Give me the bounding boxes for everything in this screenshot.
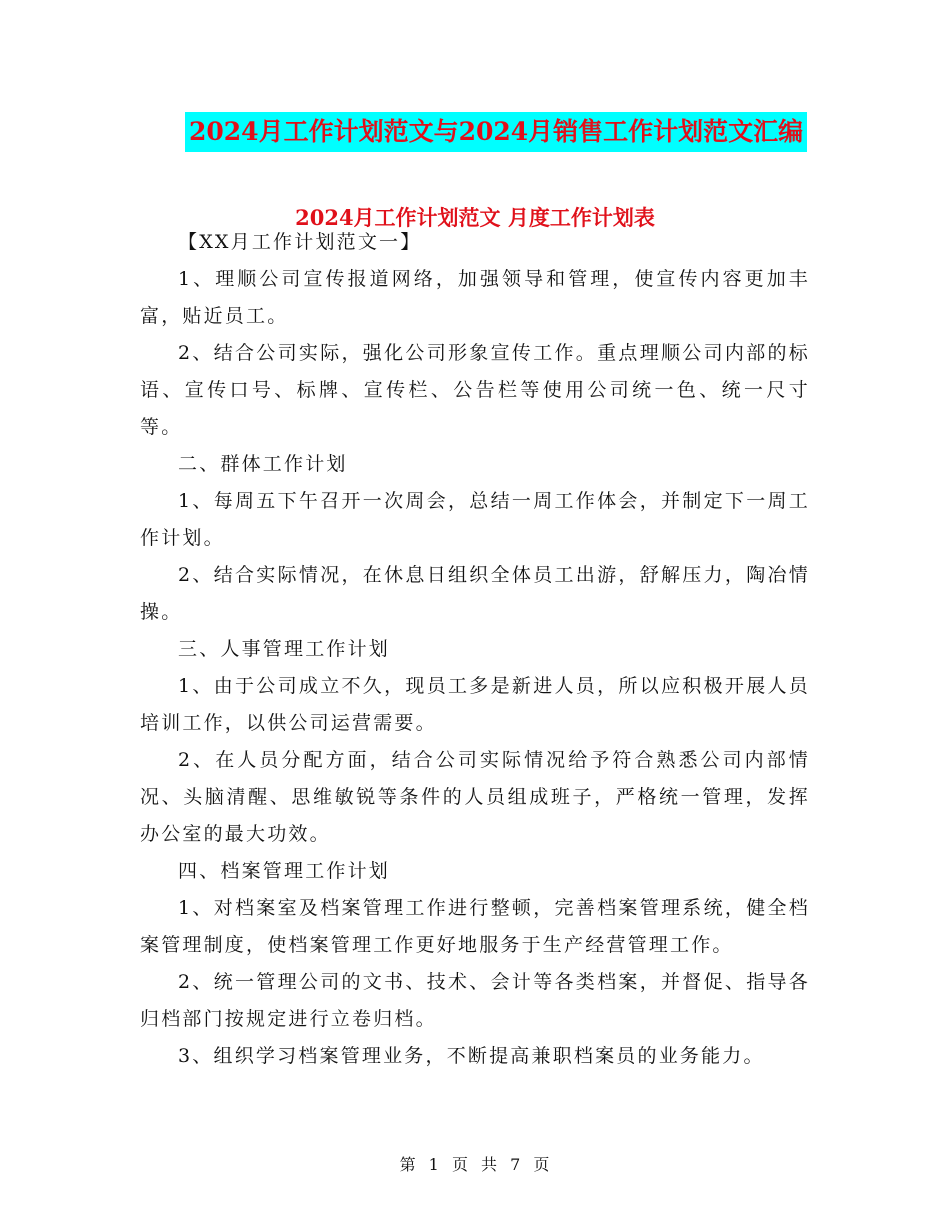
- main-title: 2024月工作计划范文与2024月销售工作计划范文汇编: [185, 112, 807, 152]
- paragraph: 2、结合公司实际，强化公司形象宣传工作。重点理顺公司内部的标语、宣传口号、标牌、宣传栏、公告栏等使用公司统一色、统一尺寸等。: [140, 342, 810, 438]
- paragraph: 2、结合实际情况，在休息日组织全体员工出游，舒解压力，陶冶情操。: [140, 564, 810, 623]
- paragraph-section-heading: 三、人事管理工作计划: [178, 638, 391, 660]
- paragraph-section-heading: 二、群体工作计划: [178, 453, 348, 475]
- paragraph: 2、统一管理公司的文书、技术、会计等各类档案，并督促、指导各归档部门按规定进行立卷归档。: [140, 971, 810, 1030]
- paragraph: 1、每周五下午召开一次周会，总结一周工作体会，并制定下一周工作计划。: [140, 490, 810, 549]
- paragraph: 3、组织学习档案管理业务，不断提高兼职档案员的业务能力。: [178, 1045, 765, 1067]
- document-body: [140, 224, 810, 1075]
- paragraph-section-heading: 四、档案管理工作计划: [178, 860, 391, 882]
- paragraph-section-heading: 【XX月工作计划范文一】: [178, 231, 422, 253]
- paragraph: 1、对档案室及档案管理工作进行整顿，完善档案管理系统，健全档案管理制度，使档案管理工作更好地服务于生产经营管理工作。: [140, 897, 810, 956]
- page-footer: 第 1 页 共 7 页: [399, 1155, 551, 1174]
- sub-title: 2024月工作计划范文 月度工作计划表: [295, 205, 655, 230]
- paragraph: 1、由于公司成立不久，现员工多是新进人员，所以应积极开展人员培训工作，以供公司运营需要。: [140, 675, 810, 734]
- paragraph: 1、理顺公司宣传报道网络，加强领导和管理，使宣传内容更加丰富，贴近员工。: [140, 268, 810, 327]
- paragraph: 2、在人员分配方面，结合公司实际情况给予符合熟悉公司内部情况、头脑清醒、思维敏锐等条件的人员组成班子，严格统一管理，发挥办公室的最大功效。: [140, 749, 810, 845]
